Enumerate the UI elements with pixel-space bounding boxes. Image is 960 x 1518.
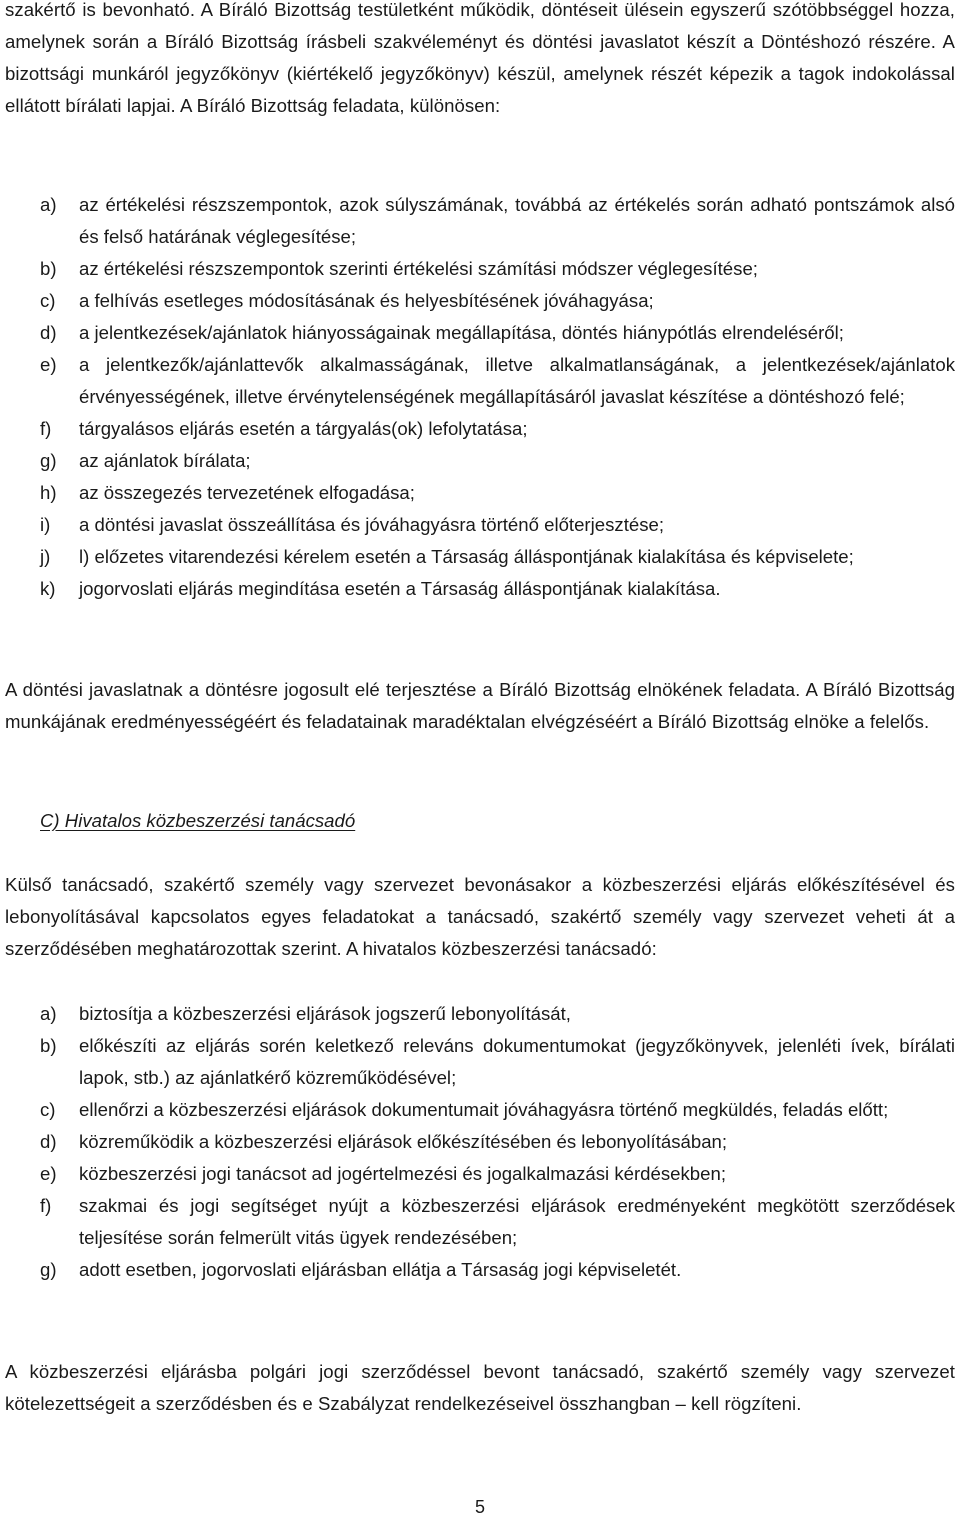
- list-item-text: biztosítja a közbeszerzési eljárások jogszerű lebonyolítását,: [79, 1003, 571, 1024]
- list-marker: g): [40, 1259, 57, 1280]
- list-item-text: szakmai és jogi segítséget nyújt a közbeszerzési eljárások eredményeként megkötött szerződések teljesítése során felmerült vitás ügyek rendezésében;: [79, 1195, 955, 1248]
- list-marker: f): [40, 1195, 52, 1216]
- list-marker: e): [40, 354, 57, 375]
- list-item: [0, 413, 960, 445]
- page-number: 5: [474, 1497, 485, 1517]
- list-item-text: ellenőrzi a közbeszerzési eljárások dokumentumait jóváhagyásra történő megküldés, feladás előtt;: [79, 1099, 889, 1120]
- list-item: [0, 541, 960, 573]
- list-item: [0, 573, 960, 605]
- list-marker: i): [40, 514, 51, 535]
- list-item: [0, 1030, 960, 1094]
- list-item-text: a jelentkezések/ajánlatok hiányosságainak megállapítása, döntés hiánypótlás elrendeléséről;: [79, 322, 844, 343]
- advisor-task-list: [0, 998, 960, 1286]
- list-item-text: közreműködik a közbeszerzési eljárások előkészítésében és lebonyolításában;: [79, 1131, 728, 1152]
- list-item: [0, 317, 960, 349]
- list-marker: b): [40, 258, 57, 279]
- list-marker: d): [40, 1131, 57, 1152]
- section-heading: C) Hivatalos közbeszerzési tanácsadó: [40, 810, 356, 831]
- list-item: [0, 998, 960, 1030]
- list-item-text: l) előzetes vitarendezési kérelem esetén a Társaság álláspontjának kialakítása és képviselete;: [79, 546, 854, 567]
- list-item-text: az összegezés tervezetének elfogadása;: [79, 482, 415, 503]
- list-marker: a): [40, 1003, 57, 1024]
- intro-paragraph: szakértő is bevonható. A Bíráló Bizottság testületként működik, döntéseit ülésein egyszerű szótöbbséggel hozza, amelynek során a Bíráló Bizottság írásbeli szakvéleményt és döntési javaslatot készít a Döntéshozó részére. A bizottsági munkáról jegyzőkönyv (kiértékelő jegyzőkönyv) készül, amelynek részét képezik a tagok indokolással ellátott bírálati lapjai. A Bíráló Bizottság feladata, különösen:: [5, 0, 955, 116]
- list-marker: e): [40, 1163, 57, 1184]
- chair-responsibility-paragraph: A döntési javaslatnak a döntésre jogosult elé terjesztése a Bíráló Bizottság elnökének feladata. A Bíráló Bizottság munkájának eredményességéért és feladatainak maradéktalan elvégzéséért a Bíráló Bizottság elnöke a felelős.: [5, 679, 955, 732]
- list-marker: g): [40, 450, 57, 471]
- list-marker: j): [40, 546, 51, 567]
- list-marker: b): [40, 1035, 57, 1056]
- list-item: [0, 1254, 960, 1286]
- list-item: [0, 1094, 960, 1126]
- list-item: [0, 1190, 960, 1254]
- list-marker: f): [40, 418, 52, 439]
- list-item: [0, 1126, 960, 1158]
- list-marker: h): [40, 482, 57, 503]
- list-marker: c): [40, 1099, 56, 1120]
- committee-task-list: [0, 189, 960, 605]
- closing-paragraph: A közbeszerzési eljárásba polgári jogi szerződéssel bevont tanácsadó, szakértő személy vagy szervezet kötelezettségeit a szerződésben és e Szabályzat rendelkezéseivel összhangban – kell rögzíteni.: [5, 1361, 955, 1414]
- list-item-text: előkészíti az eljárás sorén keletkező releváns dokumentumokat (jegyzőkönyvek, jelenléti ívek, bírálati lapok, stb.) az ajánlatkérő közreműködésével;: [79, 1035, 955, 1088]
- list-item: [0, 445, 960, 477]
- list-item-text: jogorvoslati eljárás megindítása esetén a Társaság álláspontjának kialakítása.: [79, 578, 721, 599]
- list-item-text: tárgyalásos eljárás esetén a tárgyalás(ok) lefolytatása;: [79, 418, 528, 439]
- list-marker: a): [40, 194, 57, 215]
- list-item: [0, 477, 960, 509]
- list-item-text: a felhívás esetleges módosításának és helyesbítésének jóváhagyása;: [79, 290, 654, 311]
- list-marker: c): [40, 290, 56, 311]
- list-item-text: a jelentkezők/ajánlattevők alkalmasságának, illetve alkalmatlanságának, a jelentkezések/ajánlatok érvényességének, illetve érvénytelenségének megállapításáról javaslat készítése a döntéshozó felé;: [79, 354, 955, 407]
- list-item: [0, 509, 960, 541]
- list-item-text: az értékelési részszempontok, azok súlyszámának, továbbá az értékelés során adható pontszámok alsó és felső határának véglegesítése;: [79, 194, 955, 247]
- list-item-text: adott esetben, jogorvoslati eljárásban ellátja a Társaság jogi képviseletét.: [79, 1259, 682, 1280]
- list-item-text: az értékelési részszempontok szerinti értékelési számítási módszer véglegesítése;: [79, 258, 758, 279]
- list-item-text: az ajánlatok bírálata;: [79, 450, 251, 471]
- list-item-text: a döntési javaslat összeállítása és jóváhagyásra történő előterjesztése;: [79, 514, 665, 535]
- list-item: [0, 1158, 960, 1190]
- list-item: [0, 253, 960, 285]
- advisor-intro-paragraph: Külső tanácsadó, szakértő személy vagy szervezet bevonásakor a közbeszerzési eljárás előkészítésével és lebonyolításával kapcsolatos egyes feladatokat a tanácsadó, szakértő személy vagy szervezet veheti át a szerződésében meghatározottak szerint. A hivatalos közbeszerzési tanácsadó:: [5, 874, 955, 959]
- list-marker: k): [40, 578, 56, 599]
- list-item: [0, 189, 960, 253]
- list-item: [0, 349, 960, 413]
- list-item-text: közbeszerzési jogi tanácsot ad jogértelmezési és jogalkalmazási kérdésekben;: [79, 1163, 726, 1184]
- list-marker: d): [40, 322, 57, 343]
- list-item: [0, 285, 960, 317]
